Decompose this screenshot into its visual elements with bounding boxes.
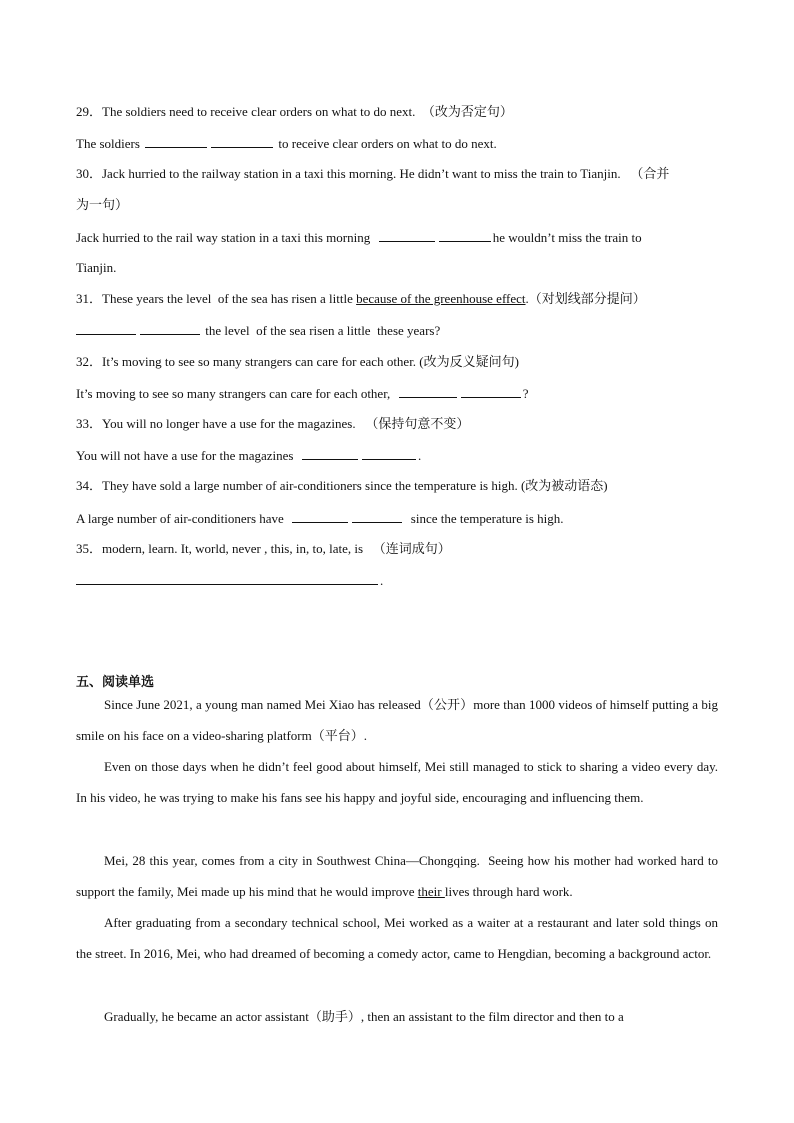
question-30-answer-cont — [76, 260, 116, 276]
answer-blank[interactable] — [362, 447, 416, 460]
p3-mid: Seeing how his mother had worked hard to support the family, Mei made up his mind that he would improve — [76, 853, 719, 899]
q34-answer-post: since the temperature is high. — [404, 511, 564, 526]
q31-underlined-phrase: because of the greenhouse effect — [356, 291, 526, 306]
q30-prompt-line2: 为一句） — [76, 197, 129, 212]
q32-answer-pre: It’s moving to see so many strangers can care for each other, — [76, 386, 397, 401]
answer-blank[interactable] — [76, 322, 136, 335]
question-34-prompt — [76, 478, 608, 494]
question-35-prompt — [76, 541, 451, 557]
question-32-prompt — [76, 354, 519, 370]
answer-blank[interactable] — [76, 572, 378, 585]
q34-prompt-text: 34．They have sold a large number of air-conditioners since the temperature is high. (改为被动语态) — [76, 478, 608, 493]
q32-prompt-text: 32．It’s moving to see so many strangers can care for each other. (改为反义疑问句) — [76, 354, 519, 369]
answer-blank[interactable] — [292, 510, 348, 523]
question-34-answer-line — [76, 510, 564, 527]
p3-post: lives through hard work. — [444, 884, 573, 899]
answer-blank[interactable] — [140, 322, 200, 335]
passage-paragraph — [76, 845, 718, 907]
q31-prompt-pre: 31．These years the level of the sea has risen a little — [76, 291, 357, 306]
section-title: 五、阅读单选 — [76, 675, 155, 690]
question-31-answer-line — [76, 322, 440, 339]
p3-pre: Mei, 28 this year, comes from a city in Southwest China—Chongqing. — [104, 853, 485, 868]
passage-paragraph: Even on those days when he didn’t feel good about himself, Mei still managed to stick to sharing a video every day. In his video, he was trying to make his fans see his happy and joyful side, encouraging and influencing them. — [76, 759, 718, 805]
q31-prompt-post: .（对划线部分提问） — [525, 291, 646, 306]
p3-underlined-word: their — [417, 884, 445, 899]
answer-blank[interactable] — [211, 135, 273, 148]
question-29-answer-line — [76, 135, 497, 152]
q32-answer-post: ? — [522, 386, 529, 401]
q30-answer-mid: he wouldn’t miss the train to — [492, 230, 642, 245]
question-31-prompt — [76, 291, 646, 307]
answer-blank[interactable] — [439, 229, 491, 242]
q30-answer-pre: Jack hurried to the rail way station in a taxi this morning — [76, 230, 377, 245]
answer-blank[interactable] — [145, 135, 207, 148]
q34-answer-pre: A large number of air-conditioners have — [76, 511, 291, 526]
answer-blank[interactable] — [352, 510, 402, 523]
q29-answer-pre: The soldiers — [76, 136, 144, 151]
q35-prompt-text: 35．modern, learn. It, world, never , this, in, to, late, is （连词成句） — [76, 541, 451, 556]
q30-prompt-line1: 30．Jack hurried to the railway station in a taxi this morning. He didn’t want to miss the train to Tianjin. （合并 — [76, 166, 670, 181]
answer-blank[interactable] — [399, 385, 457, 398]
question-29-prompt — [76, 104, 513, 120]
answer-blank[interactable] — [461, 385, 521, 398]
answer-blank[interactable] — [379, 229, 435, 242]
question-30-prompt-cont — [76, 197, 128, 213]
passage-paragraph: After graduating from a secondary technical school, Mei worked as a waiter at a restaurant and later sold things on the street. In 2016, Mei, who had dreamed of becoming a comedy actor, came to Hengdian, becoming a background actor. — [76, 915, 718, 961]
q30-answer-line2: Tianjin. — [76, 260, 117, 275]
question-33-prompt — [76, 416, 469, 432]
q29-prompt-text: 29．The soldiers need to receive clear orders on what to do next. （改为否定句） — [76, 104, 513, 119]
question-32-answer-line — [76, 385, 529, 402]
q33-answer-pre: You will not have a use for the magazines — [76, 448, 300, 463]
q31-answer-post: the level of the sea risen a little these years? — [202, 323, 441, 338]
passage-paragraph: Gradually, he became an actor assistant（助手）, then an assistant to the film director and then to a — [104, 1009, 624, 1024]
q29-answer-post: to receive clear orders on what to do next. — [275, 136, 497, 151]
question-33-answer-line — [76, 447, 421, 464]
answer-blank[interactable] — [302, 447, 358, 460]
q33-prompt-text: 33．You will no longer have a use for the magazines. （保持句意不变） — [76, 416, 470, 431]
question-35-answer-line — [76, 572, 383, 589]
question-30-answer-line — [76, 229, 642, 246]
q33-answer-post: . — [417, 448, 422, 463]
passage-paragraph: Since June 2021, a young man named Mei Xiao has released（公开）more than 1000 videos of himself putting a big smile on his face on a video-sharing platform（平台）. — [76, 697, 718, 743]
question-30-prompt — [76, 166, 669, 182]
q35-answer-post: . — [380, 573, 384, 588]
